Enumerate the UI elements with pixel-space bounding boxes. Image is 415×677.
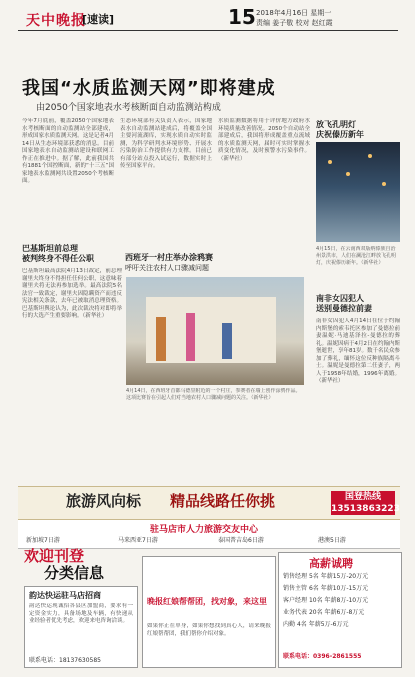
right-story-title xyxy=(316,294,400,314)
pay: 年薪15万-20万元 xyxy=(320,573,369,580)
role: 客户经理 xyxy=(283,597,308,604)
lantern xyxy=(328,160,332,164)
classified-item-phone: 联系电话：18137630585 xyxy=(29,657,101,664)
classifieds-headline-line1: 欢迎刊登 xyxy=(24,547,85,565)
pay: 年薪5万-6万元 xyxy=(308,621,349,628)
agency-ad[interactable] xyxy=(18,520,400,549)
lantern xyxy=(382,182,386,186)
center-story-subtitle: 呼吁关注农村人口骤减问题 xyxy=(125,264,209,272)
painter-figure xyxy=(186,313,195,361)
agency-ad-line: 泰国普吉岛6日游 xyxy=(218,537,264,544)
right-story-body: 南非女囚犯人4月14日在位于约翰内斯堡的索韦托区参加了曼德拉前妻温妮·马迪基泽拉-曼德拉的葬礼。温妮因病于4月2日在约翰内斯堡逝世，享年81岁。数千名民众参加了葬礼，缅怀这位反种族隔离斗士。温妮是曼德拉第二任妻子，两人于1958年结婚，1996年离婚。（新华社） xyxy=(316,318,400,384)
side-story-title xyxy=(22,244,132,264)
sales-ad-item xyxy=(283,583,397,595)
masthead-rule xyxy=(18,30,398,31)
classified-item-box[interactable] xyxy=(24,586,138,668)
recruit-ad-box[interactable] xyxy=(142,556,276,668)
graffiti-photo xyxy=(126,277,304,385)
editor-line: 责编 姜子敬 校对 赵红霞 xyxy=(256,19,333,27)
count: 6名 xyxy=(308,585,319,592)
main-subheadline: 由2050个国家地表水考核断面自动监测站构成 xyxy=(36,103,221,113)
sales-ad-item xyxy=(283,595,397,607)
sales-ad-title: 高薪诚聘 xyxy=(309,557,353,570)
side-story-title-line2: 被判终身不得任公职 xyxy=(22,254,94,263)
role: 销售经理 xyxy=(283,573,308,580)
side-story-title-line1: 巴基斯坦前总理 xyxy=(22,244,78,253)
center-story-title xyxy=(125,253,305,273)
sales-ad-contact: 联系电话：0396-2861555 xyxy=(283,653,362,660)
sales-ad-list xyxy=(283,571,397,631)
edition-label: [速读] xyxy=(82,13,115,26)
agency-ad-line: 港澳5日游 xyxy=(318,537,346,544)
main-story-col3: 水质监测数据将用于评价地方政府水环境质量改善情况。2050个自动站全部建成后，我国将形成覆盖重点流域的水质监测天网，届时可实时掌握水质变化情况，及时预警水污染事件。（新华社） xyxy=(218,118,310,162)
agency-ad-line: 新加坡7日游 xyxy=(26,537,60,544)
lantern-photo xyxy=(316,142,400,242)
tourism-ad-phone-box[interactable] xyxy=(331,491,400,515)
count: 10名 xyxy=(308,597,323,604)
main-story-col1: 今年7月底前，覆盖2050个国家地表水考核断面的自动监测站全部建成，形成国家水质监测天网。这是记者4月14日从生态环境部获悉的消息。目前国家地表水自动监测站建设和联网工作正在推进中。据了解，此前我国共有1881个国控断面，新的“十三五”国家地表水监测网共设置2050个考核断面。 xyxy=(22,118,114,184)
tourism-ad-badge: 国登热线 xyxy=(344,492,381,502)
painter-figure xyxy=(156,317,166,361)
tourism-ad-phone: 13513863223 xyxy=(331,504,400,514)
tourism-ad-title: 旅游风向标 xyxy=(66,492,142,510)
right-photo-title-line1: 放飞孔明灯 xyxy=(316,120,356,129)
classified-item-title: 韵达快运驻马店招商 xyxy=(29,591,101,600)
sales-ad-item xyxy=(283,619,397,631)
tourism-ad-slogan: 精品线路任你挑 xyxy=(170,492,276,510)
pay: 年薪10万-15万元 xyxy=(320,585,369,592)
pay: 年薪8万-10万元 xyxy=(324,597,369,604)
masthead xyxy=(0,0,415,70)
right-photo-title xyxy=(316,120,400,140)
center-story-title-line: 西班牙一村庄举办涂鸦赛 xyxy=(125,253,213,262)
recruit-ad-body: 如果你正在单身，如果你想找到真心人，请来晚报红娘帮帮团，我们帮你介绍对象。 xyxy=(147,623,271,637)
right-photo-title-line2: 庆祝傣历新年 xyxy=(316,130,364,139)
count: 5名 xyxy=(308,573,319,580)
pay: 年薪6万-8万元 xyxy=(324,609,365,616)
painter-figure xyxy=(222,323,232,359)
lantern xyxy=(346,172,350,176)
main-story-col2: 生态环境部有关负责人表示，国家地表水自动监测站建成后，将覆盖全国主要河流湖库，实现水质自动实时监测，为科学研判水环境形势、开展水污染防治工作提供有力支撑。目前已有部分站点投入试运行，数据实时上传至国家平台。 xyxy=(120,118,212,169)
classified-item-body: 韵达快运现诚招各县区加盟商，要求有一定资金实力，具备场地及车辆，有快递从业经验者优先考虑，欢迎来电咨询洽谈。 xyxy=(29,603,133,624)
right-photo-caption: 4月15日，在云南西双版纳傣族自治州景洪市，人们在澜沧江畔放飞孔明灯，庆祝傣历新年。（新华社） xyxy=(316,246,397,266)
lantern xyxy=(368,154,372,158)
right-story-title-line1: 南非女囚犯人 xyxy=(316,294,364,303)
classifieds-headline xyxy=(24,548,104,582)
classifieds-headline-line2: 分类信息 xyxy=(44,564,105,582)
dateline xyxy=(256,8,396,28)
agency-ad-line: 马来西亚7日游 xyxy=(118,537,158,544)
newspaper-brand: 天中晚报 xyxy=(26,13,86,29)
sales-ad-item xyxy=(283,607,397,619)
center-photo-caption: 4月14日，在西班牙首都马德里附近的一个村庄，参赛者在墙上创作涂鸦作品。这项比赛旨在引起人们对当地农村人口骤减问题的关注。（新华社） xyxy=(126,388,301,401)
page-number: 15 xyxy=(228,5,256,29)
count: 20名 xyxy=(308,609,323,616)
role: 销售主管 xyxy=(283,585,308,592)
sales-ad-item xyxy=(283,571,397,583)
agency-ad-title: 驻马店市人力旅游交友中心 xyxy=(150,525,259,535)
date-line: 2018年4月16日 星期一 xyxy=(256,9,332,17)
sales-ad-box[interactable] xyxy=(278,552,402,668)
count: 4名 xyxy=(296,621,307,628)
main-headline: 我国“水质监测天网”即将建成 xyxy=(22,78,276,99)
recruit-ad-title: 晚报红娘帮帮团，找对象，来这里 xyxy=(147,597,267,606)
right-story-title-line2: 送别曼德拉前妻 xyxy=(316,304,372,313)
side-story-body: 巴基斯坦最高法院4月13日裁定，前总理谢里夫终身不得担任任何公职，这意味着谢里夫将无法再参加选举。最高法院5名法官一致裁定，谢里夫因隐瞒资产而违反宪法相关条款，去年已被取消总理资格。巴基斯坦舆论认为，此次裁决将对即将举行的大选产生重要影响。（新华社） xyxy=(22,268,122,319)
role: 业务代表 xyxy=(283,609,308,616)
role: 内勤 xyxy=(283,621,296,628)
